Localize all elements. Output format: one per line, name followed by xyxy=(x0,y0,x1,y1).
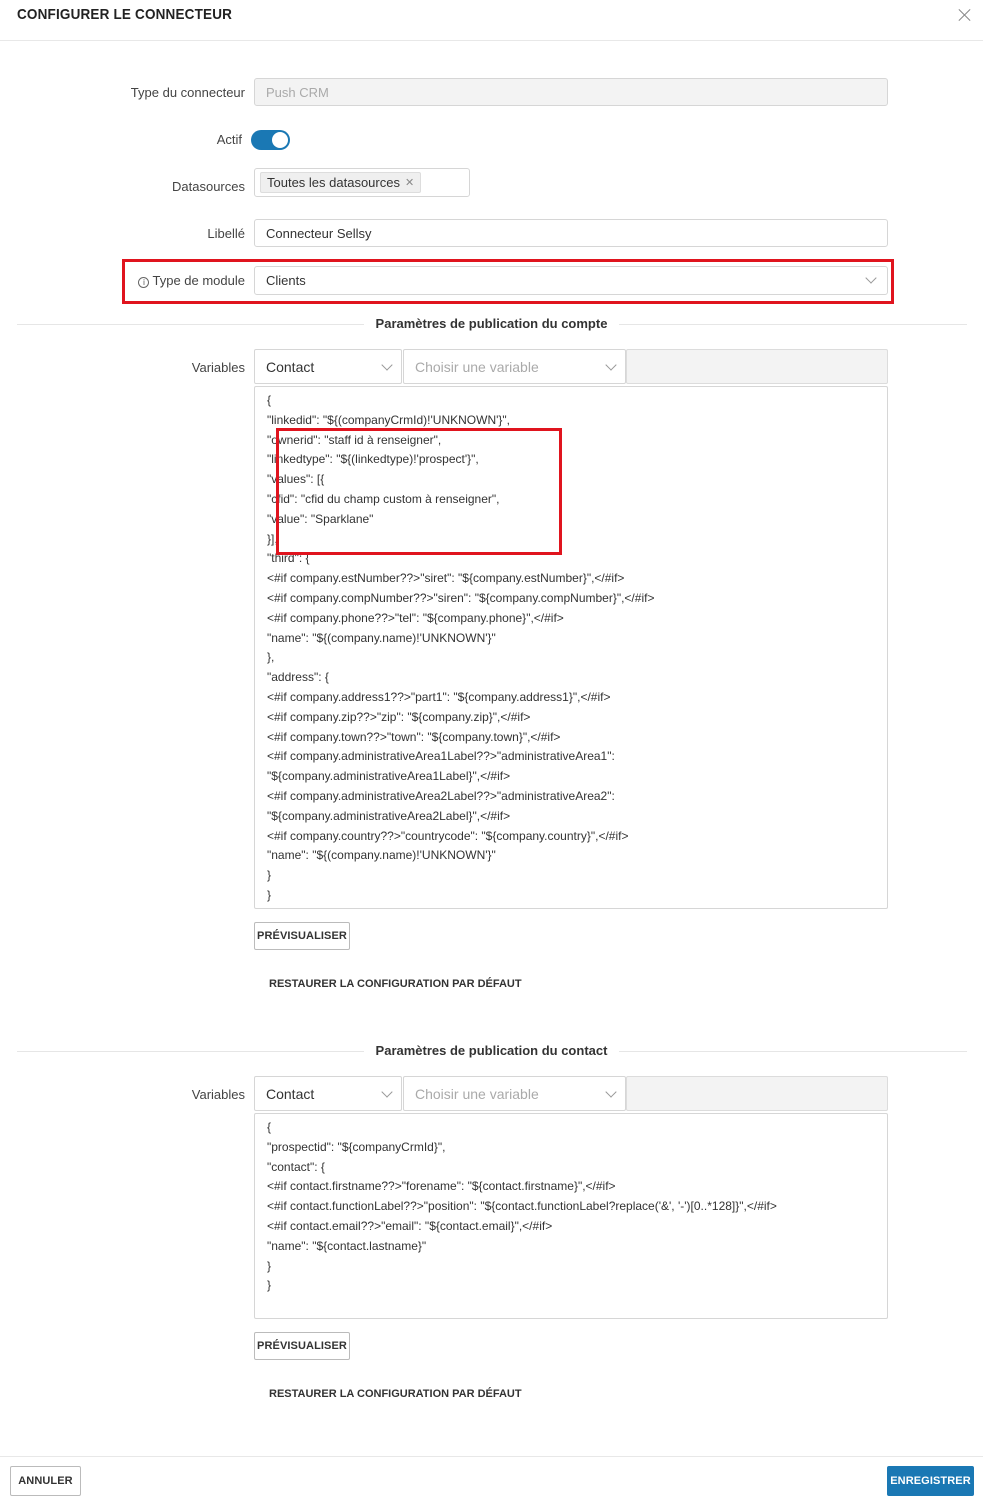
code-line: "cfid": "cfid du champ custom à renseigner", xyxy=(267,492,500,506)
contact-section-title xyxy=(0,1043,983,1058)
contact-variables-label: Variables xyxy=(191,1087,245,1102)
code-line: "prospectid": "${companyCrmId}", xyxy=(267,1139,446,1154)
datasource-tag xyxy=(260,172,421,193)
code-line: <#if company.address1??>"part1": "${company.address1}",</#if> xyxy=(267,690,611,704)
code-line: <#if contact.email??>"email": "${contact.email}",</#if> xyxy=(267,1219,553,1233)
code-line: <#if company.estNumber??>"siret": "${company.estNumber}",</#if> xyxy=(267,571,625,586)
account-variable-type-value: Contact xyxy=(266,358,315,375)
account-section-title-text: Paramètres de publication du compte xyxy=(364,316,620,331)
code-line: "name": "${contact.lastname}" xyxy=(267,1238,427,1253)
code-line: "value": "Sparklane" xyxy=(267,511,374,526)
code-line: "${company.administrativeArea1Label}",</#if> xyxy=(267,769,511,784)
code-line: <#if company.administrativeArea2Label??>"administrativeArea2": xyxy=(267,789,615,803)
libelle-label: Libellé xyxy=(207,226,245,241)
contact-preview-button[interactable]: PRÉVISUALISER xyxy=(254,1332,350,1360)
remove-tag-icon[interactable]: ✕ xyxy=(404,177,415,189)
chevron-down-icon xyxy=(605,1086,616,1097)
libelle-value: Connecteur Sellsy xyxy=(266,225,372,241)
chevron-down-icon xyxy=(605,359,616,370)
code-line: "${company.administrativeArea2Label}",</#if> xyxy=(267,808,511,823)
account-section-title xyxy=(0,316,983,331)
chevron-down-icon xyxy=(865,272,876,283)
libelle-input[interactable] xyxy=(254,219,888,247)
code-line: "values": [{ xyxy=(267,472,325,487)
module-select[interactable] xyxy=(254,266,888,295)
code-line: <#if company.zip??>"zip": "${company.zip}",</#if> xyxy=(267,709,531,724)
code-line: "ownerid": "staff id à renseigner", xyxy=(267,432,442,447)
code-line: <#if company.compNumber??>"siren": "${company.compNumber}",</#if> xyxy=(267,591,655,605)
close-icon[interactable] xyxy=(956,6,974,24)
contact-section-title-text: Paramètres de publication du contact xyxy=(364,1043,620,1058)
connector-type-field xyxy=(254,78,888,106)
account-preview-button[interactable]: PRÉVISUALISER xyxy=(254,922,350,950)
module-label xyxy=(138,273,245,288)
contact-restore-link[interactable]: RESTAURER LA CONFIGURATION PAR DÉFAUT xyxy=(269,1388,522,1400)
code-line: <#if company.country??>"countrycode": "${company.country}",</#if> xyxy=(267,828,629,843)
code-line: <#if company.administrativeArea1Label??>"administrativeArea1": xyxy=(267,749,615,764)
code-line: { xyxy=(267,393,272,407)
code-line: } xyxy=(267,1258,272,1273)
datasource-tag-label: Toutes les datasources xyxy=(267,175,400,190)
datasources-label: Datasources xyxy=(172,179,245,194)
code-line: "linkedid": "${(companyCrmId)!'UNKNOWN'}", xyxy=(267,412,511,427)
chevron-down-icon xyxy=(381,359,392,370)
contact-template-editor[interactable] xyxy=(254,1113,888,1319)
contact-variable-type-select[interactable] xyxy=(254,1076,402,1111)
code-line: "name": "${(company.name)!'UNKNOWN'}" xyxy=(267,848,496,863)
connector-type-label: Type du connecteur xyxy=(130,85,245,100)
datasources-select[interactable] xyxy=(254,168,470,197)
contact-variable-insert-field[interactable] xyxy=(626,1076,888,1111)
code-line: } xyxy=(267,868,272,883)
account-variable-type-select[interactable] xyxy=(254,349,402,384)
contact-variable-type-value: Contact xyxy=(266,1085,315,1102)
account-variables-label: Variables xyxy=(191,360,245,375)
modal-header xyxy=(0,0,983,41)
code-line: } xyxy=(267,888,272,902)
toggle-knob xyxy=(272,132,288,148)
account-variable-insert-field[interactable] xyxy=(626,349,888,384)
code-line: "address": { xyxy=(267,670,329,685)
code-line: } xyxy=(267,1278,272,1293)
code-line: { xyxy=(267,1120,272,1134)
account-restore-link[interactable]: RESTAURER LA CONFIGURATION PAR DÉFAUT xyxy=(269,978,522,990)
code-line: }, xyxy=(267,650,275,665)
info-icon: i xyxy=(138,277,149,288)
code-line: "linkedtype": "${(linkedtype)!'prospect'}", xyxy=(267,452,479,467)
actif-toggle[interactable] xyxy=(251,130,290,150)
code-line: }], xyxy=(267,531,278,546)
contact-variable-placeholder: Choisir une variable xyxy=(415,1085,539,1102)
code-line: <#if company.phone??>"tel": "${company.phone}",</#if> xyxy=(267,610,564,625)
modal-title: CONFIGURER LE CONNECTEUR xyxy=(17,6,233,23)
code-line: <#if contact.functionLabel??>"position": "${contact.functionLabel?replace('&', '-')[0..*128]}",</#if> xyxy=(267,1199,777,1214)
save-button[interactable]: ENREGISTRER xyxy=(887,1466,974,1496)
code-line: "third": { xyxy=(267,551,310,566)
account-variable-select[interactable] xyxy=(403,349,626,384)
connector-type-value: Push CRM xyxy=(266,84,329,100)
contact-variable-select[interactable] xyxy=(403,1076,626,1111)
code-line: "name": "${(company.name)!'UNKNOWN'}" xyxy=(267,630,496,645)
chevron-down-icon xyxy=(381,1086,392,1097)
module-label-text: Type de module xyxy=(152,273,245,288)
account-variable-placeholder: Choisir une variable xyxy=(415,358,539,375)
code-line: "contact": { xyxy=(267,1159,325,1174)
highlight-code-box xyxy=(276,428,562,555)
code-line: <#if contact.firstname??>"forename": "${contact.firstname}",</#if> xyxy=(267,1179,616,1194)
actif-label: Actif xyxy=(216,132,242,147)
modal-footer xyxy=(0,1456,983,1502)
module-value: Clients xyxy=(266,273,306,288)
cancel-button[interactable]: ANNULER xyxy=(10,1466,81,1496)
code-line: <#if company.town??>"town": "${company.town}",</#if> xyxy=(267,729,561,744)
